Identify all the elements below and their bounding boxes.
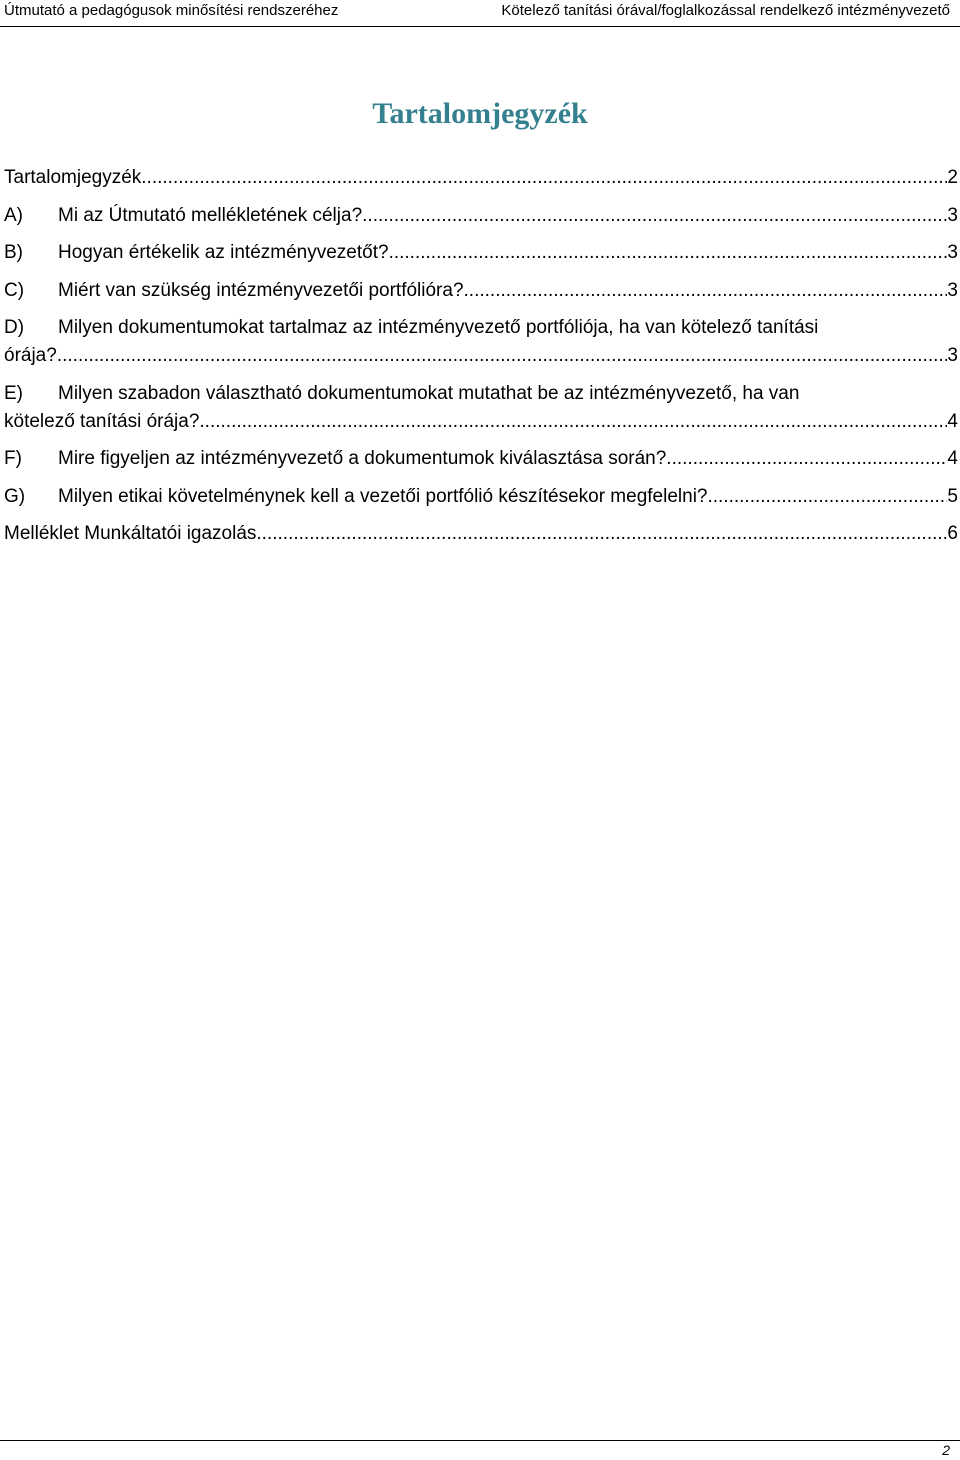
toc-page-number: 5 <box>947 485 958 507</box>
toc-entry-f[interactable] <box>4 445 958 473</box>
header-document-title: Útmutató a pedagógusok minősítési rendszeréhez <box>4 2 339 19</box>
dot-leader <box>389 239 948 267</box>
toc-page-number: 4 <box>947 410 958 432</box>
toc-entry-text: Hogyan értékelik az intézményvezetőt? <box>58 242 389 263</box>
dot-leader <box>199 408 947 436</box>
toc-entry-text-line2: órája? <box>4 345 57 366</box>
footer-page-number: 2 <box>942 1442 950 1458</box>
toc-entry-marker: E) <box>4 382 23 404</box>
toc-entry-g[interactable] <box>4 483 958 511</box>
toc-entry-marker: C) <box>4 279 25 301</box>
dot-leader <box>707 483 947 511</box>
toc-entry-marker: G) <box>4 485 26 507</box>
toc-entry-tartalomjegyzek[interactable] <box>4 164 958 192</box>
toc-page-number: 4 <box>947 448 958 469</box>
toc-page-number: 3 <box>947 345 958 366</box>
toc-page-number: 2 <box>947 167 958 188</box>
toc-entry-melleklet[interactable] <box>4 520 958 548</box>
toc-entry-b[interactable] <box>4 239 958 267</box>
footer-divider <box>0 1440 960 1441</box>
toc-page-number: 3 <box>947 204 958 226</box>
toc-entry-text: Mire figyeljen az intézményvezető a dokumentumok kiválasztása során? <box>58 448 667 469</box>
page-header <box>0 0 960 27</box>
toc-entry-text: Mi az Útmutató mellékletének célja? <box>58 204 363 226</box>
toc-entry-e[interactable] <box>4 380 958 436</box>
dot-leader <box>464 277 948 305</box>
toc-entry-a[interactable] <box>4 202 958 230</box>
toc-entry-c[interactable] <box>4 277 958 305</box>
toc-page-number: 3 <box>947 279 958 301</box>
toc-entry-text-line2: kötelező tanítási órája? <box>4 410 200 432</box>
dot-leader <box>666 445 947 473</box>
toc-entry-text: Miért van szükség intézményvezetői portfólióra? <box>58 279 464 301</box>
toc-entry-marker: A) <box>4 204 23 226</box>
toc-entry-d[interactable] <box>4 314 958 370</box>
toc-page-number: 3 <box>947 242 958 263</box>
toc-entry-text: Milyen etikai követelménynek kell a vezetői portfólió készítésekor megfelelni? <box>58 485 708 507</box>
dot-leader <box>256 520 947 548</box>
toc-entry-marker: D) <box>4 317 25 338</box>
header-section-title: Kötelező tanítási órával/foglalkozással rendelkező intézményvezető <box>501 2 950 19</box>
toc-entry-marker: F) <box>4 448 22 469</box>
dot-leader <box>362 202 947 230</box>
dot-leader <box>141 164 947 192</box>
toc-page-number: 6 <box>947 523 958 544</box>
page-title: Tartalomjegyzék <box>372 97 588 130</box>
table-of-contents <box>4 164 958 558</box>
toc-entry-marker: B) <box>4 242 23 263</box>
dot-leader <box>57 342 948 370</box>
toc-entry-text: Melléklet Munkáltatói igazolás <box>4 523 257 544</box>
toc-entry-text-line1: Milyen dokumentumokat tartalmaz az intézményvezető portfóliója, ha van kötelező tanítási <box>58 317 819 338</box>
toc-entry-text-line1: Milyen szabadon választható dokumentumokat mutathat be az intézményvezető, ha van <box>58 382 800 404</box>
toc-entry-text: Tartalomjegyzék <box>4 167 142 188</box>
